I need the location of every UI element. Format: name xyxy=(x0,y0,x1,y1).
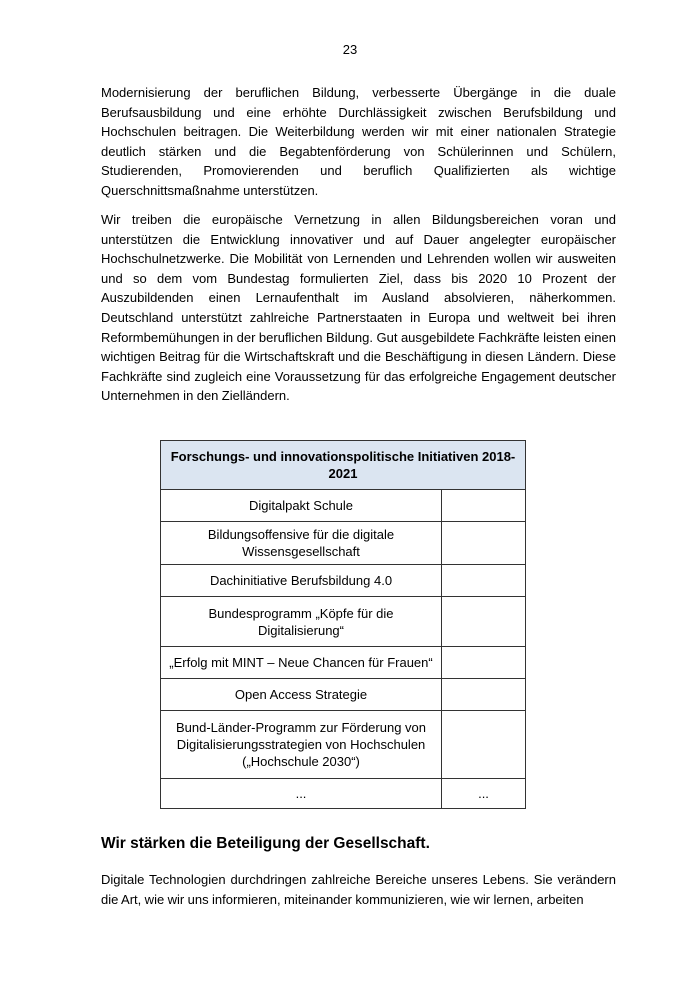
table-row xyxy=(161,779,526,809)
table-cell-ellipsis: ... xyxy=(161,779,442,809)
table-cell-initiative: Open Access Strategie xyxy=(161,679,442,711)
table-cell-initiative: „Erfolg mit MINT – Neue Chancen für Frauen“ xyxy=(161,647,442,679)
table-cell-empty xyxy=(442,565,526,597)
body-paragraph-2: Wir treiben die europäische Vernetzung in allen Bildungsbereichen voran und unterstützen die Entwicklung innovativer und auf Dauer angelegter europäischer Hochschulnetzwerke. Die Mobilität von Lernenden und Lehrenden wollen wir ausweiten und so dem vom Bundestag formulierten Ziel, dass bis 2020 10 Prozent der Auszubildenden einen Lernaufenthalt im Ausland absolvieren, näherkommen. Deutschland unterstützt zahlreiche Partnerstaaten in Europa und weltweit bei ihren Reformbemühungen in der beruflichen Bildung. Gut ausgebildete Fachkräfte leisten einen wichtigen Beitrag für die Wirtschaftskraft und die Beschäftigung in diesen Ländern. Diese Fachkräfte sind zugleich eine Voraussetzung für das erfolgreiche Engagement deutscher Unternehmen in den Zielländern. xyxy=(101,212,616,404)
initiatives-table xyxy=(160,440,526,809)
table-cell-empty xyxy=(442,711,526,779)
table-cell-empty xyxy=(442,490,526,522)
initiatives-table-container xyxy=(160,440,526,809)
table-cell-empty xyxy=(442,522,526,565)
table-cell-initiative: Bundesprogramm „Köpfe für die Digitalisierung“ xyxy=(161,597,442,647)
body-paragraph-1: Modernisierung der beruflichen Bildung, verbesserte Übergänge in die duale Berufsausbildung und eine erhöhte Durchlässigkeit zwischen Berufsbildung und Hochschulen beitragen. Die Weiterbildung werden wir mit einer nationalen Strategie deutlich stärken und die Begabtenförderung von Schülerinnen und Schülern, Studierenden, Promovierenden und beruflich Qualifizierten als wichtige Querschnittsmaßnahme unterstützen. xyxy=(101,85,616,198)
body-paragraph-3: Digitale Technologien durchdringen zahlreiche Bereiche unseres Lebens. Sie verändern die Art, wie wir uns informieren, miteinander kommunizieren, wie wir lernen, arbeiten xyxy=(101,872,616,907)
table-cell-initiative: Dachinitiative Berufsbildung 4.0 xyxy=(161,565,442,597)
table-cell-empty xyxy=(442,647,526,679)
table-cell-initiative: Bildungsoffensive für die digitale Wissensgesellschaft xyxy=(161,522,442,565)
table-cell-empty xyxy=(442,597,526,647)
table-row xyxy=(161,490,526,522)
table-row xyxy=(161,522,526,565)
page-number: 23 xyxy=(342,42,358,57)
table-cell-initiative: Digitalpakt Schule xyxy=(161,490,442,522)
table-cell-empty xyxy=(442,679,526,711)
table-row xyxy=(161,647,526,679)
table-cell-ellipsis: ... xyxy=(442,779,526,809)
table-row xyxy=(161,565,526,597)
table-header: Forschungs- und innovationspolitische Initiativen 2018-2021 xyxy=(161,441,526,490)
section-heading: Wir stärken die Beteiligung der Gesellschaft. xyxy=(101,835,430,852)
table-row xyxy=(161,679,526,711)
table-header-row xyxy=(161,441,526,490)
table-row xyxy=(161,597,526,647)
table-row xyxy=(161,711,526,779)
table-cell-initiative: Bund-Länder-Programm zur Förderung von Digitalisierungsstrategien von Hochschulen („Hochschule 2030“) xyxy=(161,711,442,779)
